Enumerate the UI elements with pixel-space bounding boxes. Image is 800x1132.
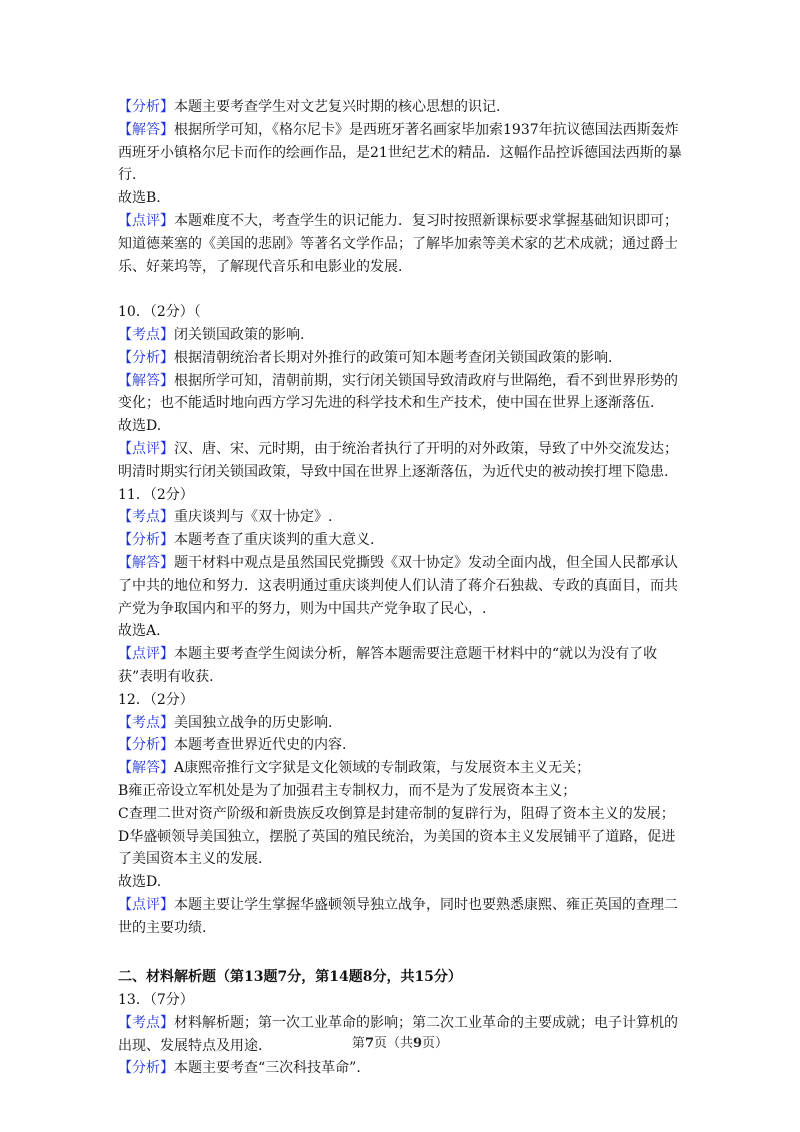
section-tag: 【分析】 <box>118 99 174 115</box>
answer-paragraph <box>118 826 688 872</box>
section-tag: 【点评】 <box>118 646 174 663</box>
answer-paragraph <box>118 734 688 757</box>
paragraph-text: 重庆谈判与《双十协定》. <box>174 509 333 526</box>
paragraph-text: 二、材料解析题（第13题7分，第14题8分，共15分） <box>118 969 462 986</box>
answer-paragraph <box>118 187 688 210</box>
paragraph-text: 美国独立战争的历史影响. <box>174 714 333 731</box>
section-tag: 【点评】 <box>118 896 174 913</box>
paragraph-text: 题干材料中观点是虽然国民党撕毁《双十协定》发动全面内战，但全国人民都承认了中共的地位和努力．这表明通过重庆谈判使人们认清了蒋介石独裁、专政的真面目，而共产党为争取国内和平的努力，则为中国共产党争取了民心，. <box>118 554 678 617</box>
section-tag: 【考点】 <box>118 509 174 526</box>
answer-paragraph <box>118 780 688 803</box>
paragraph-text: 本题主要考查“三次科技革命”. <box>174 1060 361 1077</box>
paragraph-text: 13．（7分） <box>118 992 194 1009</box>
section-tag: 【分析】 <box>118 1060 174 1077</box>
paragraph-text: 故选D. <box>118 418 162 435</box>
section-tag: 【点评】 <box>118 212 174 229</box>
footer-prefix: 第 <box>351 1036 365 1051</box>
paragraph-text: 本题主要考查学生对文艺复兴时期的核心思想的识记. <box>174 99 501 115</box>
answer-paragraph <box>118 712 688 735</box>
answer-paragraph <box>118 689 688 712</box>
answer-paragraph <box>118 871 688 894</box>
section-tag: 【分析】 <box>118 737 174 754</box>
answer-paragraph <box>118 757 688 780</box>
section-tag: 【分析】 <box>118 532 174 549</box>
section-tag: 【解答】 <box>118 554 174 571</box>
section-tag: 【解答】 <box>118 760 174 777</box>
paragraph-text: 本题主要让学生掌握华盛顿领导独立战争，同时也要熟悉康熙、雍正英国的查理二世的主要功绩. <box>118 896 678 936</box>
paragraph-text: 本题考查了重庆谈判的重大意义. <box>174 532 375 549</box>
section-tag: 【考点】 <box>118 714 174 731</box>
paragraph-text: B雍正帝设立军机处是为了加强君主专制权力，而不是为了发展资本主义； <box>118 782 577 799</box>
section-tag: 【解答】 <box>118 121 174 138</box>
section-tag: 【解答】 <box>118 372 174 389</box>
paragraph-text: 汉、唐、宋、元时期，由于统治者执行了开明的对外政策，导致了中外交流发达；明清时期实行闭关锁国政策，导致中国在世界上逐渐落伍，为近代史的被动挨打埋下隐患. <box>118 440 678 480</box>
footer-mid: 页（共 <box>373 1036 413 1051</box>
section-tag: 【点评】 <box>118 440 174 457</box>
answer-paragraph <box>118 643 688 689</box>
paragraph-text: 10．（2分）（ <box>118 304 201 321</box>
answer-paragraph <box>118 484 688 507</box>
footer-page-number: 7 <box>364 1036 374 1051</box>
paragraph-text: C查理二世对资产阶级和新贵族反攻倒算是封建帝制的复辟行为，阻碍了资本主义的发展； <box>118 805 675 822</box>
paragraph-text: 闭关锁国政策的影响. <box>174 326 305 343</box>
answer-paragraph <box>118 1057 688 1080</box>
paragraph-text: 本题考查世界近代史的内容. <box>174 737 347 754</box>
section-tag: 【考点】 <box>118 326 174 343</box>
paragraph-text: D华盛顿领导美国独立，摆脱了英国的殖民统治，为美国的资本主义发展铺平了道路，促进了美国资本主义的发展. <box>118 828 676 868</box>
answer-paragraph <box>118 370 688 416</box>
answer-paragraph <box>118 438 688 484</box>
blank-line <box>118 278 688 301</box>
page-footer <box>0 1032 800 1051</box>
answer-paragraph <box>118 529 688 552</box>
answer-paragraph <box>118 96 688 119</box>
paragraph-text: 故选A. <box>118 623 161 640</box>
answer-paragraph <box>118 894 688 940</box>
answer-paragraph <box>118 506 688 529</box>
answer-paragraph <box>118 301 688 324</box>
footer-suffix: 页） <box>422 1036 449 1051</box>
paragraph-text: 根据所学可知，《格尔尼卡》是西班牙著名画家毕加索1937年抗议德国法西斯轰炸西班牙小镇格尔尼卡而作的绘画作品，是21世纪艺术的精品．这幅作品控诉德国法西斯的暴行. <box>118 121 682 184</box>
paragraph-text: 故选D. <box>118 874 162 891</box>
answer-paragraph <box>118 989 688 1012</box>
paragraph-text: 12．（2分） <box>118 691 194 708</box>
answer-paragraph <box>118 620 688 643</box>
paragraph-text: 故选B. <box>118 190 161 207</box>
answer-paragraph <box>118 415 688 438</box>
answer-paragraph <box>118 803 688 826</box>
section-title <box>118 966 688 989</box>
paragraph-text: 根据所学可知，清朝前期，实行闭关锁国导致清政府与世隔绝，看不到世界形势的变化；也不能适时地向西方学习先进的科学技术和生产技术，使中国在世界上逐渐落伍. <box>118 372 678 412</box>
blank-line <box>118 939 688 962</box>
answer-paragraph <box>118 347 688 370</box>
answer-paragraph <box>118 324 688 347</box>
paragraph-text: 材料解析题；第一次工业革命的影响；第二次工业革命的主要成就；电子计算机的出现、发展特点及用途. <box>118 1014 678 1054</box>
paragraph-text: 本题难度不大，考查学生的识记能力．复习时按照新课标要求掌握基础知识即可；知道德莱塞的《美国的悲剧》等著名文学作品；了解毕加索等美术家的艺术成就；通过爵士乐、好莱坞等，了解现代音乐和电影业的发展. <box>118 212 678 275</box>
paragraph-text: 根据清朝统治者长期对外推行的政策可知本题考查闭关锁国政策的影响. <box>174 349 613 366</box>
answer-content <box>118 96 688 1080</box>
footer-total-pages: 9 <box>413 1036 423 1051</box>
paragraph-text: A康熙帝推行文字狱是文化领域的专制政策，与发展资本主义无关； <box>174 760 591 777</box>
paragraph-text: 本题主要考查学生阅读分析，解答本题需要注意题干材料中的“就以为没有了收获”表明有收获. <box>118 646 658 685</box>
answer-paragraph <box>118 552 688 620</box>
answer-paragraph <box>118 119 688 187</box>
section-tag: 【考点】 <box>118 1014 174 1031</box>
answer-paragraph <box>118 210 688 278</box>
section-tag: 【分析】 <box>118 349 174 366</box>
paragraph-text: 11．（2分） <box>118 486 194 503</box>
